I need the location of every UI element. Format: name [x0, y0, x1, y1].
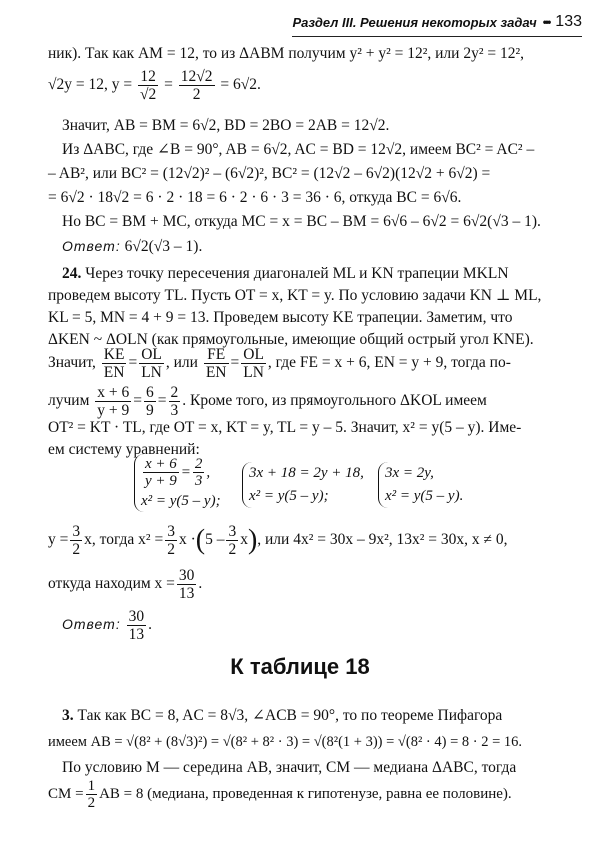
numerator: 6: [146, 383, 154, 401]
text-span: Так как BC = 8, AC = 8√3, ∠ACB = 90°, то по теореме Пифагора: [77, 707, 503, 724]
numerator: 30: [128, 607, 145, 625]
numerator: x + 6: [97, 383, 130, 401]
equation-system-2: [242, 462, 364, 508]
numerator: 1: [87, 777, 96, 794]
text-span: , или: [165, 354, 198, 371]
numerator: 12: [138, 68, 158, 86]
text-span: Через точку пересечения диагоналей ML и KN трапеции MKLN: [85, 265, 509, 282]
answer-label: Ответ:: [62, 616, 121, 632]
text-span: 5 –: [205, 531, 225, 548]
fraction: [179, 68, 215, 103]
fraction: [95, 384, 131, 419]
text-span: лучим: [48, 392, 90, 409]
numerator: 3: [167, 522, 175, 540]
header-dots: •••: [542, 15, 550, 29]
system-row: 3x = 2y,: [385, 465, 434, 481]
answer-value: 6√2(√3 – 1).: [124, 238, 203, 255]
text-span: =: [157, 392, 167, 409]
text-line: ник). Так как AM = 12, то из ΔABM получим y² + y² = 12², или 2y² = 12²,: [48, 45, 524, 62]
denominator: 9: [146, 401, 154, 419]
numerator: 12√2: [180, 68, 213, 85]
problem-24-line: [62, 264, 560, 284]
system-row: x² = y(5 – y).: [385, 488, 464, 504]
text-line: проведем высоту TL. Пусть OT = x, KT = y. По условию задачи KN ⊥ ML,: [48, 287, 542, 304]
equation-system-1: [134, 454, 221, 512]
fraction: [226, 523, 238, 558]
fraction: [138, 68, 158, 103]
text-span: CM =: [48, 786, 84, 802]
fraction: [86, 778, 98, 812]
fraction: [165, 523, 177, 558]
text-line: По условию M — середина AB, значит, CM — медиана ΔABC, тогда: [62, 759, 517, 776]
page-number: 133: [555, 13, 582, 30]
text-span: .: [198, 575, 203, 592]
system-row: x² = y(5 – y);: [141, 493, 221, 510]
numerator: OL: [243, 345, 264, 363]
text-span: ,: [206, 464, 211, 481]
text-span: =: [164, 76, 173, 94]
paren-open: (: [195, 524, 206, 556]
text-span: Значит,: [48, 354, 96, 371]
denominator: 3: [194, 473, 203, 490]
answer-label: Ответ:: [62, 238, 121, 254]
text-span: , где FE = x + 6, EN = y + 9, тогда по-: [267, 354, 511, 371]
text-span: x: [240, 531, 248, 548]
text-line: ем систему уравнений:: [48, 441, 200, 458]
fraction: [177, 567, 197, 602]
text-span: . Кроме того, из прямоугольного ΔKOL имеем: [182, 392, 487, 409]
denominator: EN: [103, 363, 125, 381]
text-span: √2y = 12, y =: [48, 76, 133, 94]
denominator: 2: [228, 540, 237, 558]
problem-number: 3.: [62, 707, 74, 724]
fraction: [139, 346, 164, 381]
text-span: = 6√2.: [220, 76, 261, 94]
text-line: – AB², или BC² = (12√2)² – (6√2)², BC² = (12√2 – 6√2)(12√2 + 6√2) =: [48, 165, 491, 182]
text-line: [48, 518, 560, 562]
text-span: y =: [48, 531, 69, 548]
fraction: [204, 346, 229, 381]
text-span: , или 4x² = 30x – 9x², 13x² = 30x, x ≠ 0,: [257, 531, 508, 548]
section-name: Раздел III. Решения некоторых задач: [292, 14, 537, 30]
problem-3-line: [62, 706, 560, 726]
text-line: [48, 345, 560, 381]
text-span: x, тогда x² =: [84, 531, 164, 548]
text-line: Из ΔABC, где ∠B = 90°, AB = 6√2, AC = BD = 12√2, имеем BC² = AC² –: [62, 141, 535, 158]
text-line: = 6√2 · 18√2 = 6 · 2 · 18 = 6 · 2 · 6 · 3 = 36 · 6, откуда BC = 6√6.: [48, 189, 462, 206]
numerator: 3: [228, 522, 237, 540]
numerator: 2: [194, 455, 203, 472]
text-line: KL = 5, MN = 4 + 9 = 13. Проведем высоту KE трапеции. Заметим, что: [48, 309, 513, 326]
fraction: [127, 608, 147, 643]
numerator: KE: [103, 345, 125, 363]
section-title: К таблице 18: [230, 654, 370, 679]
numerator: OL: [141, 345, 162, 363]
answer-line: [62, 236, 560, 257]
denominator: 2: [167, 540, 175, 558]
text-line: имеем AB = √(8² + (8√3)²) = √(8² + 8² · 3) = √(8²(1 + 3)) = √(8² · 4) = 8 · 2 = 16.: [48, 734, 523, 750]
denominator: y + 9: [97, 401, 130, 419]
fraction: [144, 384, 156, 419]
answer-line: [62, 604, 560, 645]
denominator: 13: [128, 625, 145, 643]
text-span: откуда находим x =: [48, 575, 175, 592]
denominator: 3: [170, 401, 179, 419]
denominator: 2: [72, 540, 81, 558]
text-line: [48, 68, 560, 103]
denominator: 13: [178, 584, 195, 602]
text-line: OT² = KT · TL, где OT = x, KT = y, TL = y – 5. Значит, x² = y(5 – y). Име-: [48, 419, 522, 436]
text-span: =: [133, 392, 143, 409]
system-row: x² = y(5 – y);: [249, 488, 329, 504]
text-span: x ·: [178, 531, 196, 548]
denominator: y + 9: [145, 473, 177, 490]
fraction: [193, 456, 205, 490]
text-line: [48, 564, 560, 604]
denominator: LN: [243, 363, 264, 381]
problem-number: 24.: [62, 265, 82, 282]
text-span: AB = 8 (медиана, проведенная к гипотенузе, равна ее половине).: [99, 786, 512, 802]
denominator: 2: [87, 795, 96, 812]
fraction: [169, 384, 181, 419]
text-line: Но BC = BM + MC, откуда MC = x = BC – BM = 6√6 – 6√2 = 6√2(√3 – 1).: [62, 213, 541, 230]
text-span: =: [128, 354, 138, 371]
equation-system-3: [378, 462, 463, 508]
numerator: 2: [170, 383, 179, 401]
text-line: ΔKEN ~ ΔOLN (как прямоугольные, имеющие общий острый угол KNE).: [48, 331, 534, 348]
system-row: 3x + 18 = 2y + 18,: [249, 465, 364, 481]
text-span: =: [180, 464, 191, 481]
fraction: [241, 346, 266, 381]
denominator: √2: [140, 86, 157, 104]
system-row: [141, 456, 221, 490]
denominator: 2: [192, 86, 201, 104]
fraction: [102, 346, 127, 381]
numerator: 30: [178, 566, 195, 584]
text-line: [48, 383, 560, 419]
text-span: =: [230, 354, 240, 371]
text-span: .: [148, 616, 152, 633]
fraction: [143, 456, 179, 490]
numerator: x + 6: [145, 455, 177, 472]
text-line: Значит, AB = BM = 6√2, BD = 2BO = 2AB = 12√2.: [62, 117, 390, 134]
running-header: [292, 8, 582, 37]
fraction: [70, 523, 82, 558]
denominator: EN: [205, 363, 227, 381]
numerator: FE: [204, 346, 229, 364]
denominator: LN: [141, 363, 162, 381]
text-line: [48, 774, 560, 814]
paren-close: ): [247, 524, 258, 556]
numerator: 3: [72, 522, 81, 540]
